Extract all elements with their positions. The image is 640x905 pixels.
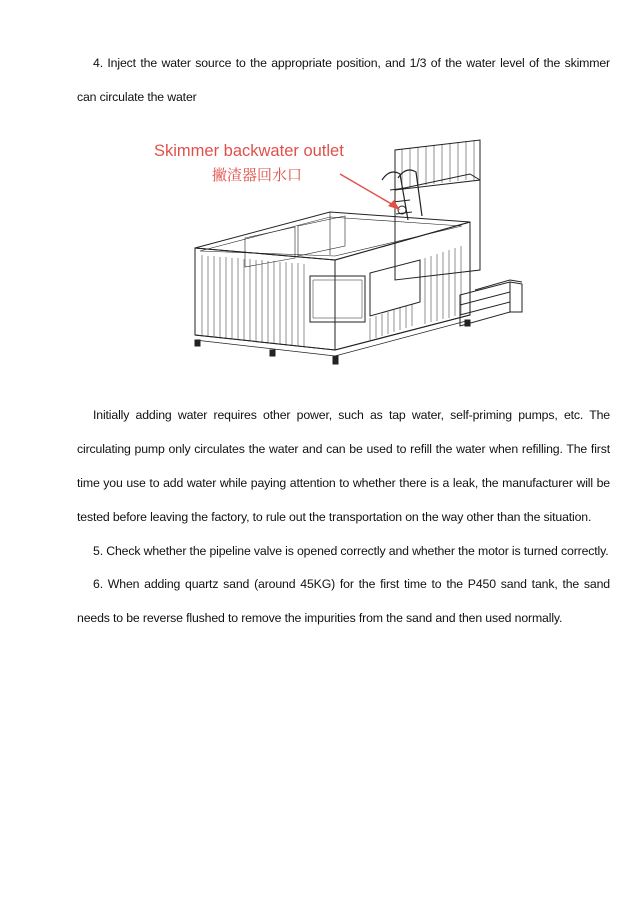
callout-arrow [340,174,395,206]
step-4-paragraph: 4. Inject the water source to the appropriate position, and 1/3 of the water level of the skimmer can circulate the water [77,56,610,104]
swim-spa-container-drawing [150,130,540,380]
tank-top-rim [195,212,470,260]
front-window-1 [310,276,365,322]
step-6-paragraph: 6. When adding quartz sand (around 45KG) for the first time to the P450 sand tank, the sand needs to be reverse flushed to remove the impurities from the sand and then used normally. [77,577,610,625]
rear-railing [395,140,480,190]
initial-water-paragraph: Initially adding water requires other power, such as tap water, self-priming pumps, etc. The circulating pump only circulates the water and can be used to refill the water when refilling. The first time you use to add water while paying attention to whether there is a leak, the manufacturer will be tested before leaving the factory, to rule out the transportation on the way other than the situation. [77,408,610,524]
callout-chinese-label: 撇渣器回水口 [212,166,303,184]
step-5-paragraph: 5. Check whether the pipeline valve is opened correctly and whether the motor is turned correctly. [93,544,609,558]
tank-side-face [335,222,470,350]
callout-english-label: Skimmer backwater outlet [154,142,344,160]
equipment-housing [395,174,480,280]
